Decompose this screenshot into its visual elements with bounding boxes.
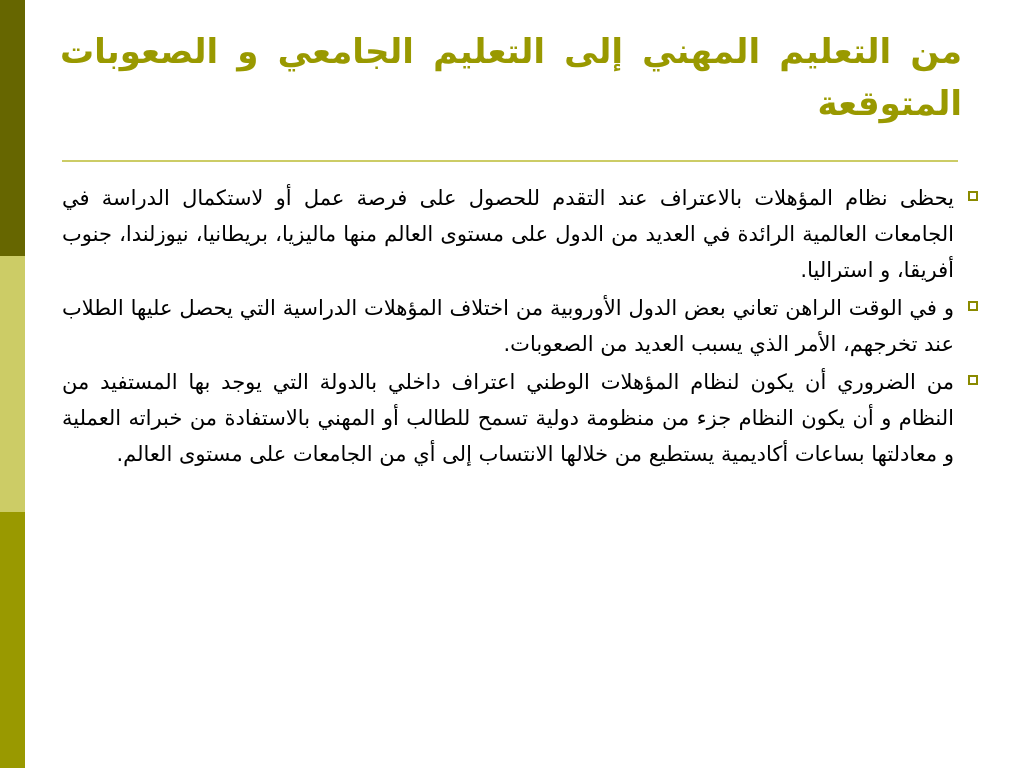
bullet-text: و في الوقت الراهن تعاني بعض الدول الأوروبية من اختلاف المؤهلات الدراسية التي يحصل عليها الطلاب عند تخرجهم، الأمر الذي يسبب العديد من الصعوبات. [62, 296, 954, 356]
bullet-item [62, 290, 954, 362]
title-divider [62, 160, 958, 162]
bullet-text: يحظى نظام المؤهلات بالاعتراف عند التقدم للحصول على فرصة عمل أو لاستكمال الدراسة في الجامعات العالمية الرائدة في العديد من الدول على مستوى العالم منها ماليزيا، بريطانيا، نيوزلندا، جنوب أفريقا، و استراليا. [62, 186, 954, 282]
hollow-square-bullet-icon [968, 375, 978, 385]
bullet-item [62, 180, 954, 288]
side-bar-segment-light [0, 256, 25, 512]
bullet-item [62, 364, 954, 472]
hollow-square-bullet-icon [968, 301, 978, 311]
side-bar-segment-mid [0, 512, 25, 768]
left-decorative-bar [0, 0, 25, 768]
side-bar-segment-dark [0, 0, 25, 256]
slide-title: من التعليم المهني إلى التعليم الجامعي و الصعوبات المتوقعة [60, 32, 962, 124]
bullet-text: من الضروري أن يكون لنظام المؤهلات الوطني اعتراف داخلي بالدولة التي يوجد بها المستفيد من النظام و أن يكون النظام جزء من منظومة دولية تسمح للطالب أو المهني بالاستفادة من خبراته العملية و معادلتها بساعات أكاديمية يستطيع من خلالها الانتساب إلى أي من الجامعات على مستوى العالم. [62, 370, 954, 466]
hollow-square-bullet-icon [968, 191, 978, 201]
bullet-list [62, 180, 954, 474]
